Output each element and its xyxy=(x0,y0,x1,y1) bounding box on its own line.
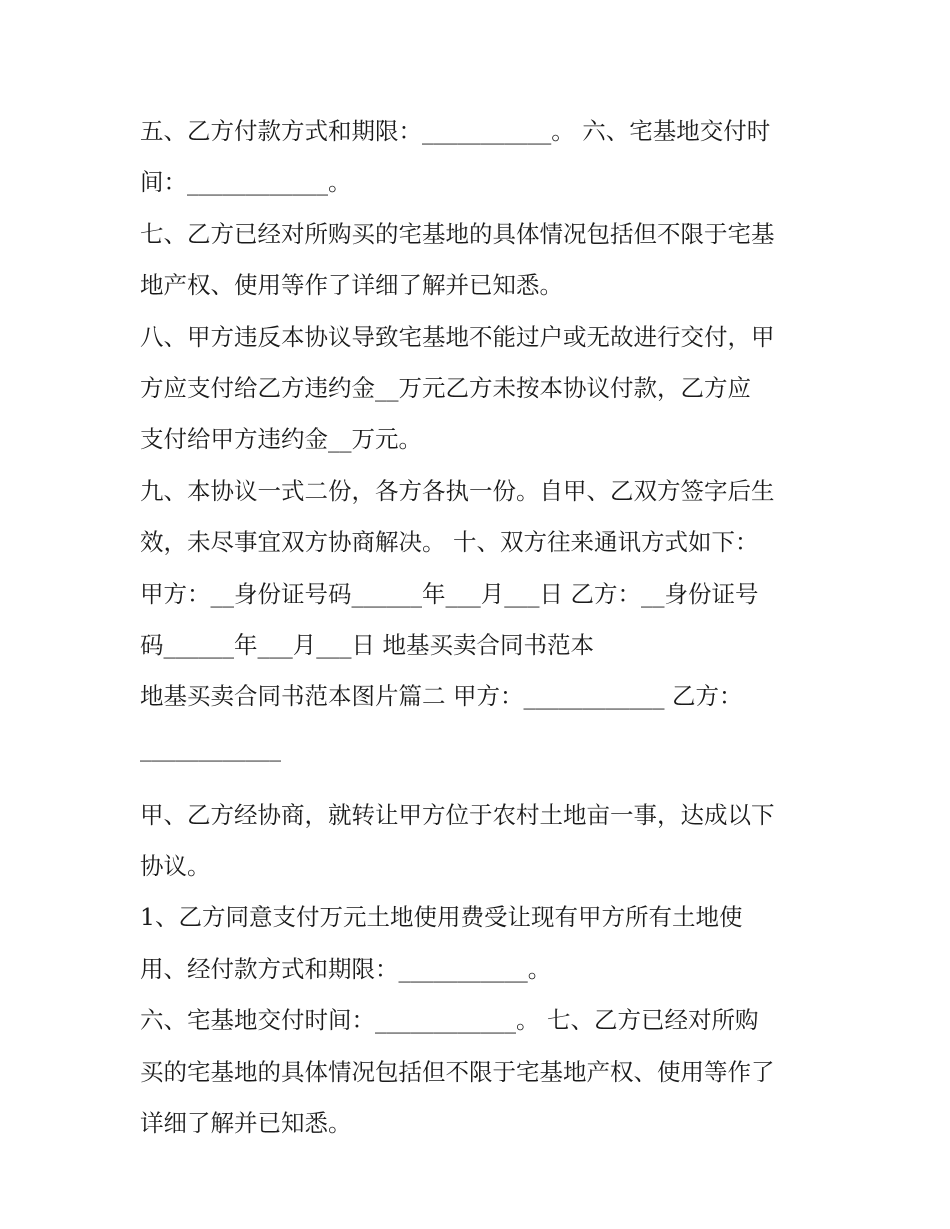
text-line: 六、宅基地交付时间：____________。 七、乙方已经对所购 xyxy=(140,1006,759,1035)
text-line: 甲、乙方经协商，就转让甲方位于农村土地亩一事，达成以下 xyxy=(140,800,775,829)
text-line: 甲方：__身份证号码______年___月___日 乙方：__身份证号 xyxy=(140,579,759,608)
text-line: 地基买卖合同书范本图片篇二 甲方：____________ 乙方： xyxy=(140,682,743,711)
text-line: 五、乙方付款方式和期限：___________。 六、宅基地交付时 xyxy=(140,117,771,145)
text-line: 支付给甲方违约金__万元。 xyxy=(140,425,422,454)
text-line: 八、甲方违反本协议导致宅基地不能过户或无故进行交付，甲 xyxy=(140,322,775,351)
text-line: 码______年___月___日 地基买卖合同书范本 xyxy=(140,630,594,659)
text-line: 方应支付给乙方违约金__万元乙方未按本协议付款，乙方应 xyxy=(140,373,751,402)
text-line: 买的宅基地的具体情况包括但不限于宅基地产权、使用等作了 xyxy=(140,1057,775,1086)
text-line: 地产权、使用等作了详细了解并已知悉。 xyxy=(140,271,563,300)
text-line: 间：____________。 xyxy=(140,168,352,197)
text-line: 九、本协议一式二份，各方各执一份。自甲、乙双方签字后生 xyxy=(140,476,775,505)
text-line: 协议。 xyxy=(140,852,211,881)
text-line: ____________ xyxy=(140,733,281,762)
text-line: 七、乙方已经对所购买的宅基地的具体情况包括但不限于宅基 xyxy=(140,219,775,248)
document-body xyxy=(140,106,820,1149)
text-line: 效，未尽事宜双方协商解决。 十、双方往来通讯方式如下： xyxy=(140,528,759,557)
text-line: 详细了解并已知悉。 xyxy=(140,1109,352,1138)
text-line: 1、乙方同意支付万元土地使用费受让现有甲方所有土地使 xyxy=(140,903,743,932)
text-line: 用、经付款方式和期限：___________。 xyxy=(140,954,552,983)
